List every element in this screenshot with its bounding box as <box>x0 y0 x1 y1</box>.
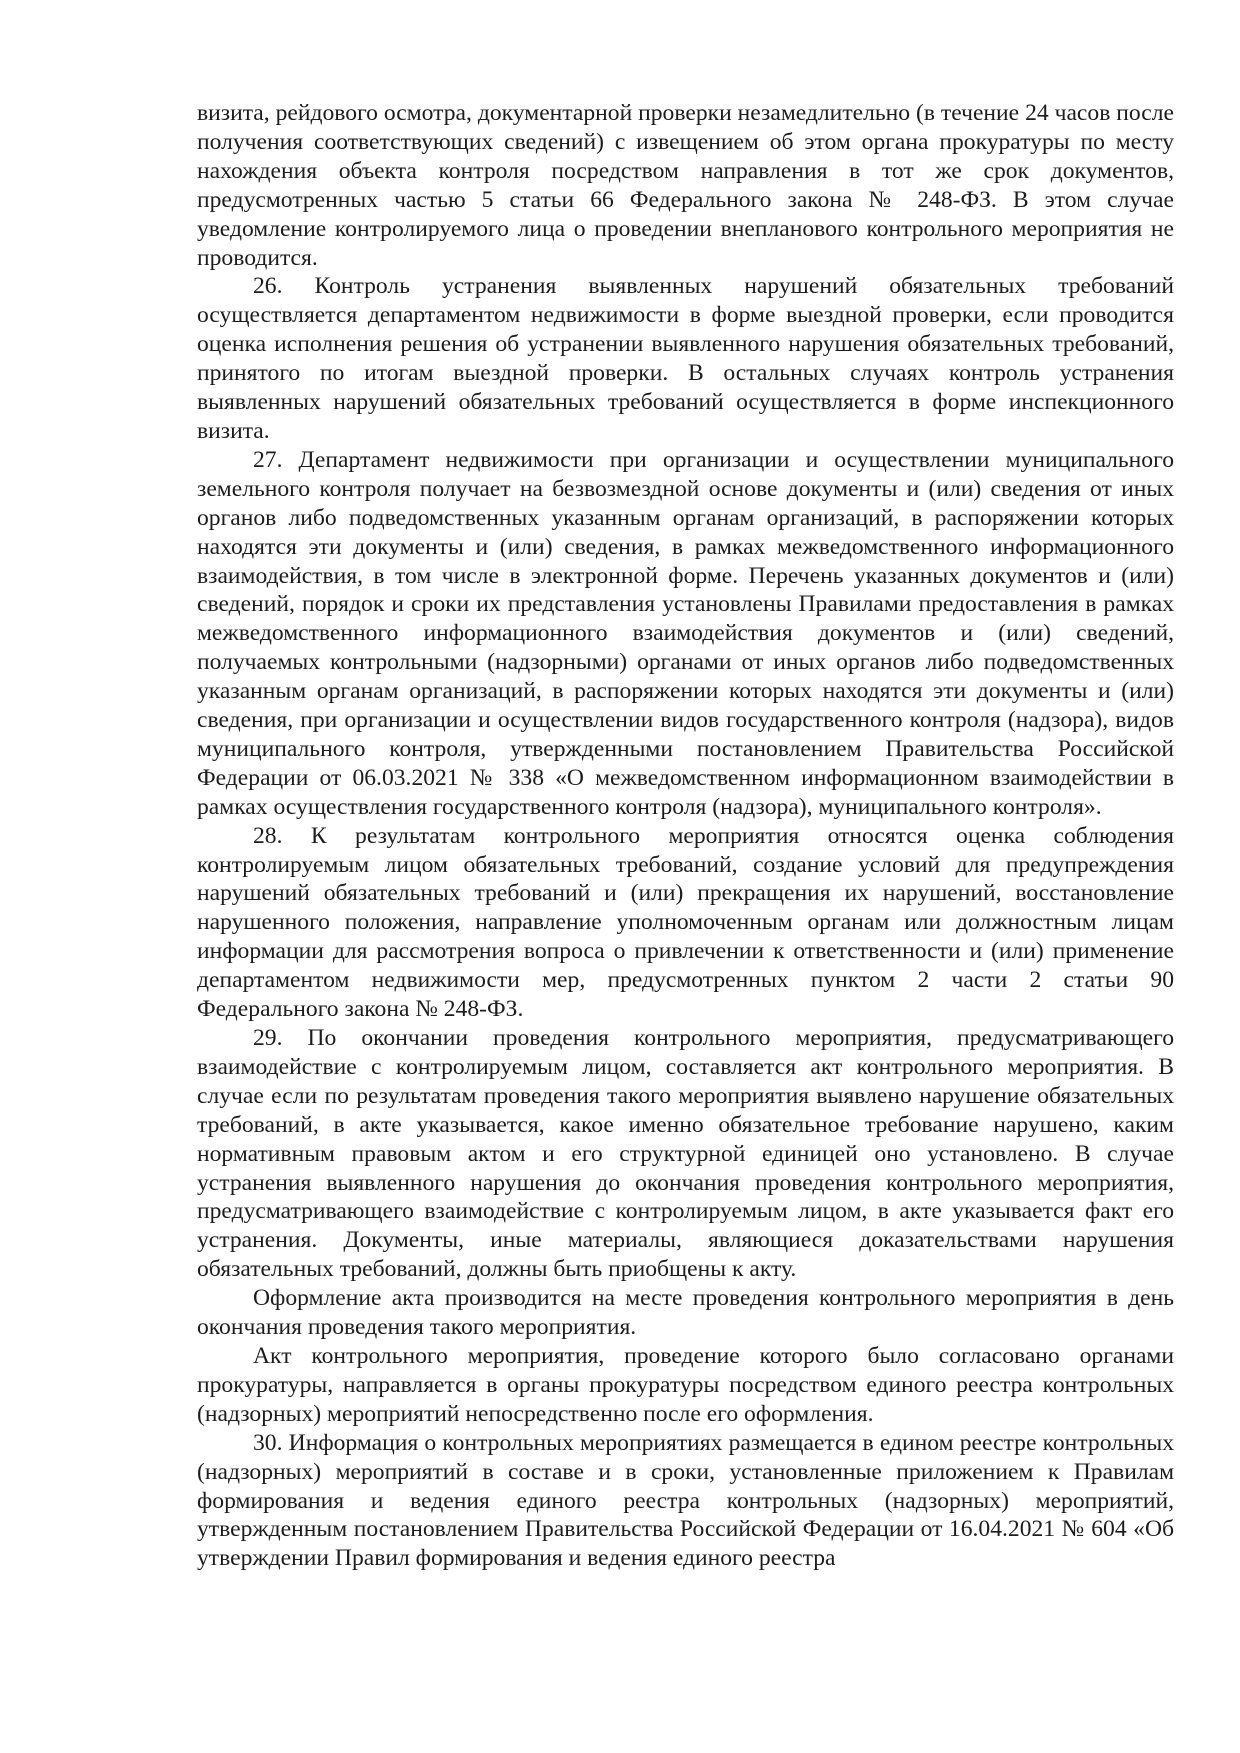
paragraph-29: 29. По окончании проведения контрольного мероприятия, предусматривающего взаимодействие с контролируемым лицом, составляется акт контрольного мероприятия. В случае если по результатам проведения такого мероприятия выявлено нарушение обязательных требований, в акте указывается, какое именно обязательное требование нарушено, каким нормативным правовым актом и его структурной единицей оно установлено. В случае устранения выявленного нарушения до окончания проведения контрольного мероприятия, предусматривающего взаимодействие с контролируемым лицом, в акте указывается факт его устранения. Документы, иные материалы, являющиеся доказательствами нарушения обязательных требований, должны быть приобщены к акту. <box>197 1025 1174 1283</box>
paragraph-continuation: визита, рейдового осмотра, документарной проверки незамедлительно (в течение 24 часов после получения соответствующих сведений) с извещением об этом органа прокуратуры по месту нахождения объекта контроля посредством направления в тот же срок документов, предусмотренных частью 5 статьи 66 Федерального закона № 248-ФЗ. В этом случае уведомление контролируемого лица о проведении внепланового контрольного мероприятия не проводится. <box>197 100 1174 271</box>
paragraph-27: 27. Департамент недвижимости при организации и осуществлении муниципального земельного контроля получает на безвозмездной основе документы и (или) сведения от иных органов либо подведомственных указанным органам организаций, в распоряжении которых находятся эти документы и (или) сведения, в рамках межведомственного информационного взаимодействия, в том числе в электронной форме. Перечень указанных документов и (или) сведений, порядок и сроки их представления установлены Правилами предоставления в рамках межведомственного информационного взаимодействия документов и (или) сведений, получаемых контрольными (надзорными) органами от иных органов либо подведомственных указанным органам организаций, в распоряжении которых находятся эти документы и (или) сведения, при организации и осуществлении видов государственного контроля (надзора), видов муниципального контроля, утвержденными постановлением Правительства Российской Федерации от 06.03.2021 № 338 «О межведомственном информационном взаимодействии в рамках осуществления государственного контроля (надзора), муниципального контроля». <box>197 446 1174 820</box>
paragraph-30: 30. Информация о контрольных мероприятиях размещается в едином реестре контрольных (надзорных) мероприятий в составе и в сроки, установленные приложением к Правилам формирования и ведения единого реестра контрольных (надзорных) мероприятий, утвержденным постановлением Правительства Российской Федерации от 16.04.2021 № 604 «Об утверждении Правил формирования и ведения единого реестра <box>197 1429 1174 1572</box>
paragraph-28: 28. К результатам контрольного мероприятия относятся оценка соблюдения контролируемым лицом обязательных требований, создание условий для предупреждения нарушений обязательных требований и (или) прекращения их нарушений, восстановление нарушенного положения, направление уполномоченным органам или должностным лицам информации для рассмотрения вопроса о привлечении к ответственности и (или) применение департаментом недвижимости мер, предусмотренных пунктом 2 части 2 статьи 90 Федерального закона № 248-ФЗ. <box>197 822 1174 1023</box>
document-body <box>197 99 1174 1573</box>
paragraph-26: 26. Контроль устранения выявленных нарушений обязательных требований осуществляется департаментом недвижимости в форме выездной проверки, если проводится оценка исполнения решения об устранении выявленного нарушения обязательных требований, принятого по итогам выездной проверки. В остальных случаях контроль устранения выявленных нарушений обязательных требований осуществляется в форме инспекционного визита. <box>197 273 1174 444</box>
paragraph-act-formalization: Оформление акта производится на месте проведения контрольного мероприятия в день окончания проведения такого мероприятия. <box>197 1285 1174 1341</box>
paragraph-act-prosecutor: Акт контрольного мероприятия, проведение которого было согласовано органами прокуратуры, направляется в органы прокуратуры посредством единого реестра контрольных (надзорных) мероприятий непосредственно после его оформления. <box>197 1342 1174 1427</box>
